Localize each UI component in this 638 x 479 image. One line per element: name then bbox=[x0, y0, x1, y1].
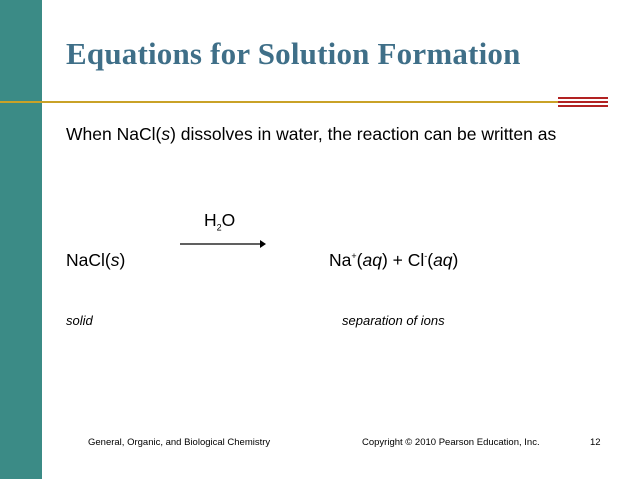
reactant-post: ) bbox=[119, 250, 126, 270]
solvent-o: O bbox=[221, 210, 236, 230]
title-underline-gold bbox=[0, 101, 558, 103]
product-aq-1: aq bbox=[362, 250, 382, 270]
na-charge: + bbox=[351, 251, 357, 262]
intro-text bbox=[66, 121, 586, 147]
label-solid: solid bbox=[66, 313, 93, 328]
title-underline-red bbox=[558, 97, 608, 109]
footer-page-number: 12 bbox=[590, 437, 601, 448]
reactant-formula bbox=[66, 250, 125, 271]
product-formula bbox=[329, 250, 458, 271]
reaction-arrow bbox=[180, 239, 266, 249]
intro-text-pre: When NaCl( bbox=[66, 124, 162, 144]
paren-open-2: ( bbox=[427, 250, 434, 270]
paren-close-2: ) bbox=[452, 250, 459, 270]
reactant-pre: NaCl( bbox=[66, 250, 111, 270]
footer-copyright: Copyright © 2010 Pearson Education, Inc. bbox=[362, 437, 540, 448]
left-sidebar-bar bbox=[0, 0, 42, 479]
product-na: Na bbox=[329, 250, 352, 270]
cl-charge: - bbox=[424, 251, 428, 262]
solvent-subscript: 2 bbox=[216, 222, 222, 233]
intro-text-state: s bbox=[161, 124, 171, 144]
label-separation-of-ions: separation of ions bbox=[342, 313, 445, 328]
solvent-h: H bbox=[204, 210, 217, 230]
slide-title: Equations for Solution Formation bbox=[66, 36, 521, 71]
reactant-state: s bbox=[110, 250, 120, 270]
product-cl: ) + Cl bbox=[381, 250, 425, 270]
footer-course-title: General, Organic, and Biological Chemistry bbox=[88, 437, 271, 448]
intro-text-post: ) dissolves in water, the reaction can be written as bbox=[170, 124, 557, 144]
solvent-label bbox=[204, 210, 235, 233]
product-aq-2: aq bbox=[433, 250, 453, 270]
paren-open-1: ( bbox=[356, 250, 363, 270]
